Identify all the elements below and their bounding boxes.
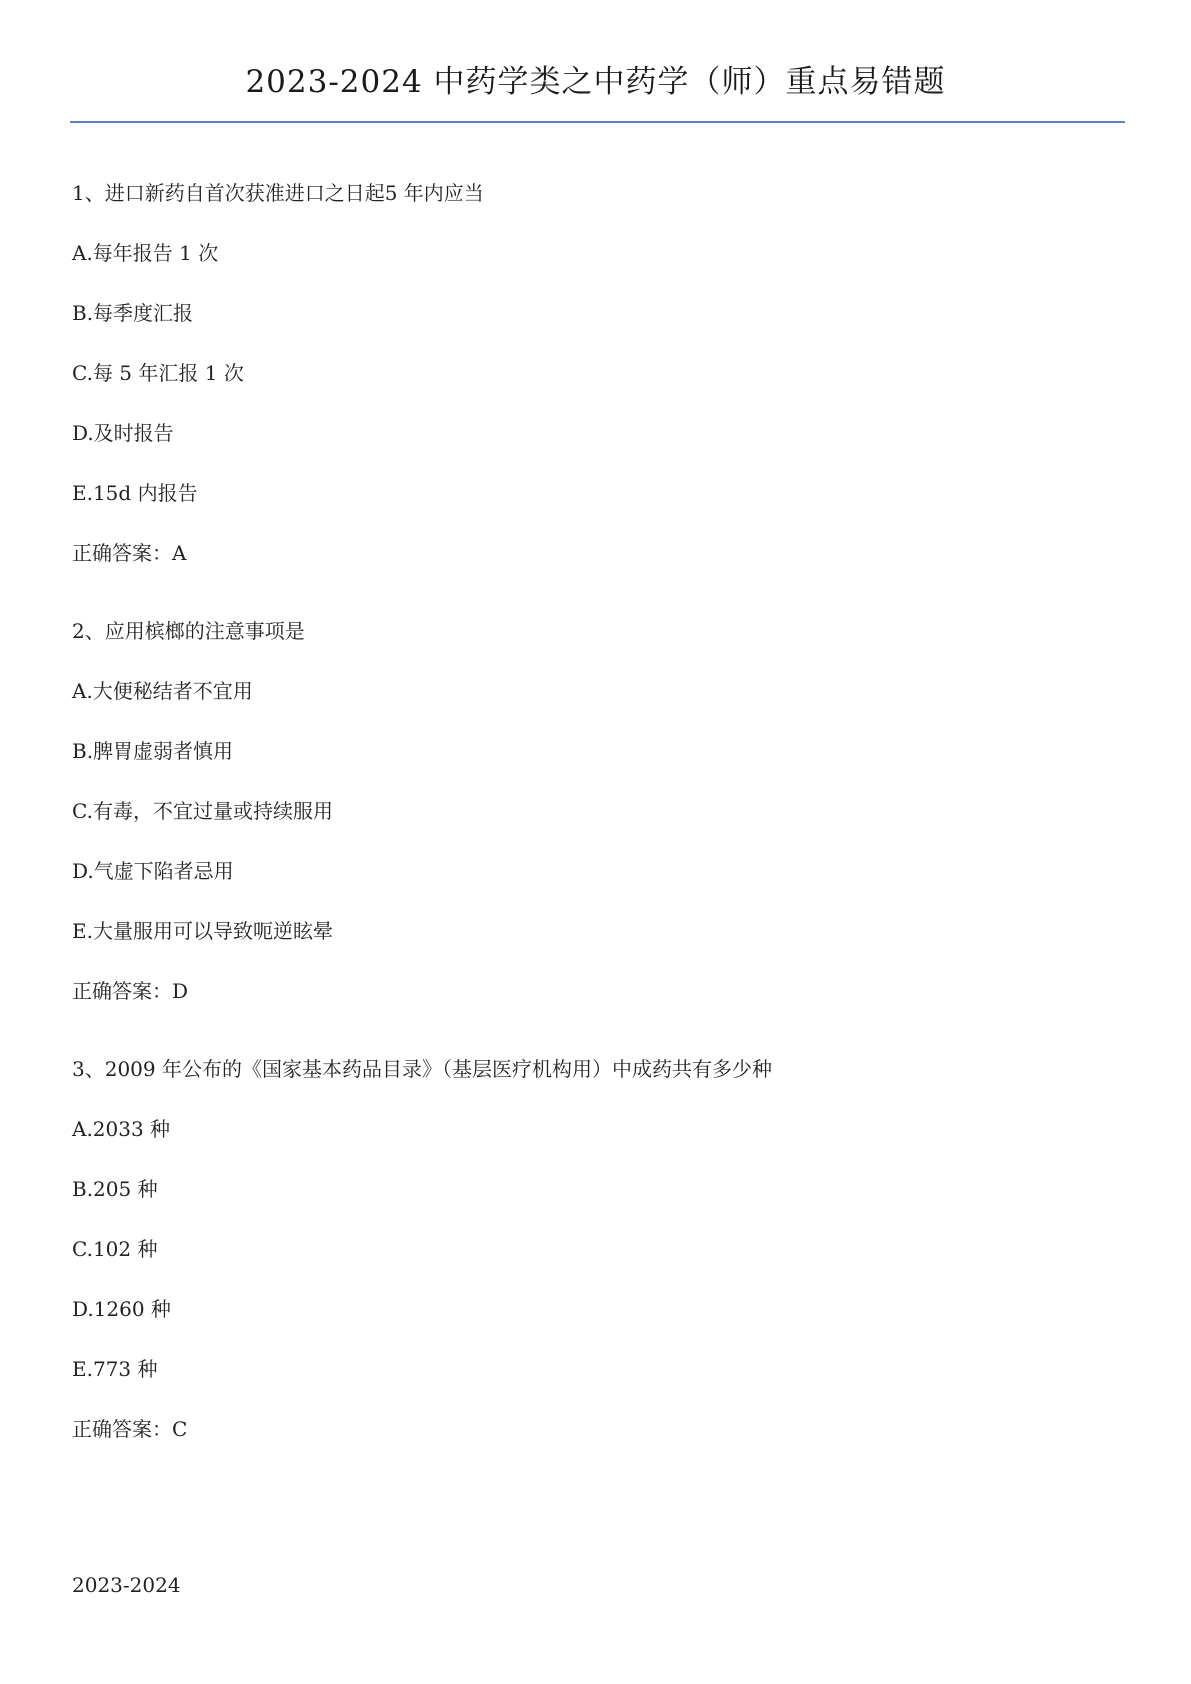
page-title: 2023-2024 中药学类之中药学（师）重点易错题	[245, 64, 946, 100]
option-d: D.气虚下陷者忌用	[72, 859, 234, 883]
option-a: A.每年报告 1 次	[72, 241, 219, 265]
option-c: C.有毒，不宜过量或持续服用	[72, 799, 333, 823]
title-divider	[70, 121, 1125, 123]
option-a: A.大便秘结者不宜用	[72, 679, 253, 703]
question-3	[72, 1054, 1112, 1444]
correct-answer: 正确答案：C	[72, 1417, 188, 1441]
question-stem: 1、进口新药自首次获准进口之日起5 年内应当	[72, 181, 484, 205]
option-e: E.15d 内报告	[72, 481, 198, 505]
option-d: D.1260 种	[72, 1297, 171, 1321]
question-stem: 3、2009 年公布的《国家基本药品目录》（基层医疗机构用）中成药共有多少种	[72, 1057, 772, 1081]
correct-answer: 正确答案：A	[72, 541, 187, 565]
option-d: D.及时报告	[72, 421, 174, 445]
option-b: B.每季度汇报	[72, 301, 194, 325]
question-stem: 2、应用槟榔的注意事项是	[72, 619, 305, 643]
correct-answer: 正确答案：D	[72, 979, 189, 1003]
option-b: B.脾胃虚弱者慎用	[72, 739, 234, 763]
option-e: E.773 种	[72, 1357, 158, 1381]
question-2	[72, 616, 1112, 1006]
option-c: C.每 5 年汇报 1 次	[72, 361, 244, 385]
option-c: C.102 种	[72, 1237, 158, 1261]
option-e: E.大量服用可以导致呃逆眩晕	[72, 919, 333, 943]
option-a: A.2033 种	[72, 1117, 171, 1141]
option-b: B.205 种	[72, 1177, 158, 1201]
page-footer: 2023-2024	[72, 1573, 181, 1597]
question-list	[72, 178, 1112, 1492]
question-1	[72, 178, 1112, 568]
